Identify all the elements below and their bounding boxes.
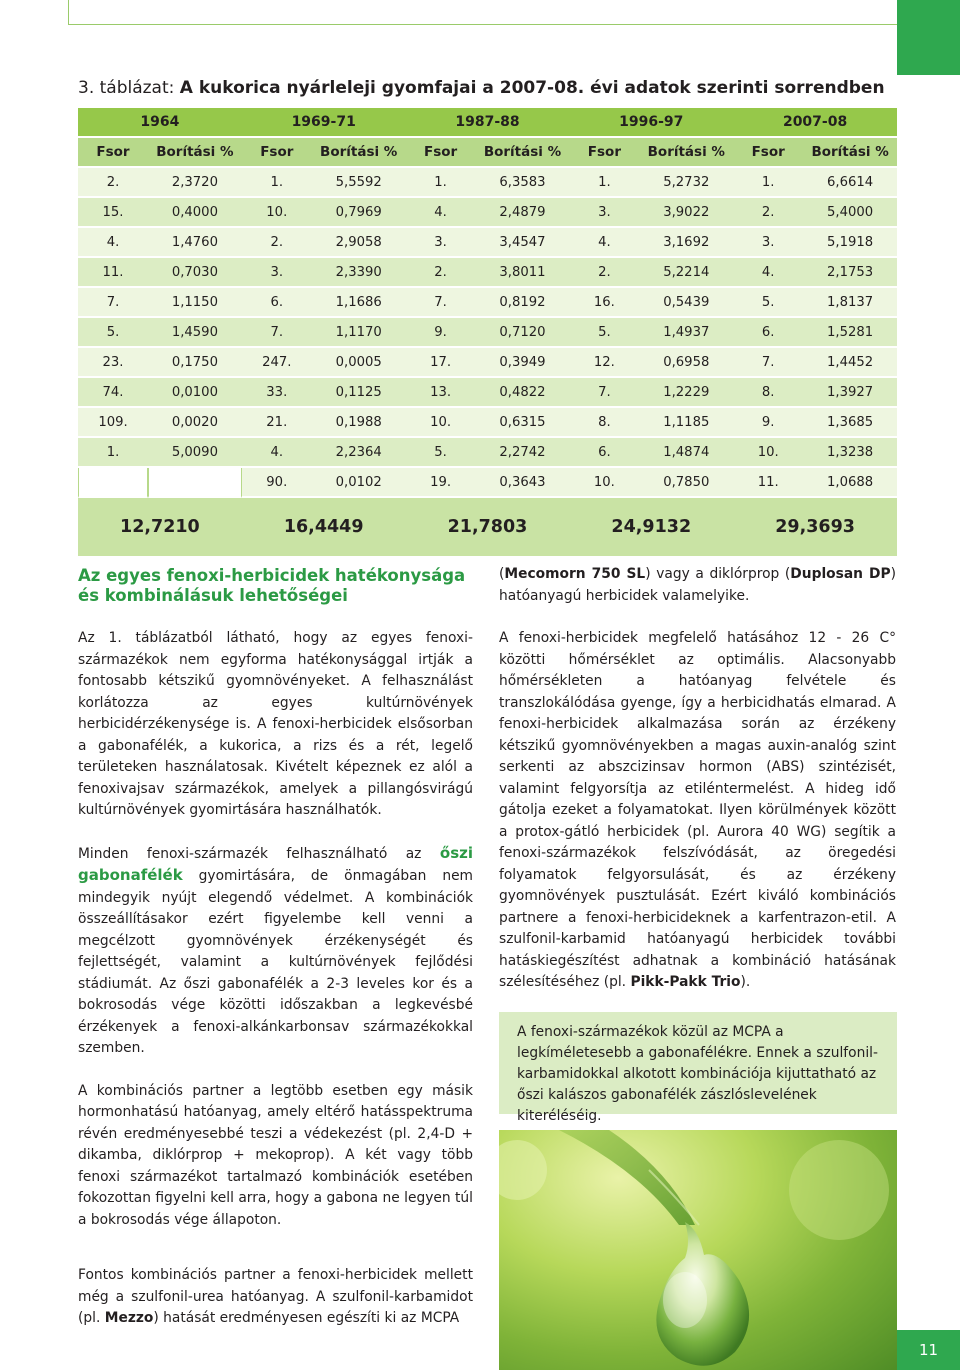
- rank-cell: 16.: [569, 288, 639, 318]
- rank-cell: 1.: [78, 438, 148, 468]
- col-header-boritas: Borítási %: [639, 138, 733, 168]
- coverage-cell: 0,7969: [312, 198, 406, 228]
- rank-cell: 8.: [569, 408, 639, 438]
- rank-cell: 11.: [733, 468, 803, 498]
- year-header: 1964: [78, 108, 242, 138]
- info-box-text: A fenoxi-származékok közül az MCPA a legkíméletesebb a gabonafélékre. Ennek a szulfonil-karbamidokkal alkotott kombinációja kijuttatható az őszi kalászos gabonafélék zászlóslevelének kiteréléséig.: [517, 1024, 878, 1124]
- total-cell: 29,3693: [733, 498, 897, 556]
- table-row: [78, 408, 897, 438]
- rank-cell: 7.: [406, 288, 476, 318]
- col-header-fsor: Fsor: [569, 138, 639, 168]
- rank-cell: 11.: [78, 258, 148, 288]
- col-header-boritas: Borítási %: [476, 138, 570, 168]
- rank-cell: 1.: [242, 168, 312, 198]
- rank-cell: 10.: [569, 468, 639, 498]
- table-row: [78, 318, 897, 348]
- col-header-fsor: Fsor: [242, 138, 312, 168]
- table-row: [78, 378, 897, 408]
- col-header-fsor: Fsor: [406, 138, 476, 168]
- right-column: [499, 564, 896, 628]
- rank-cell: 12.: [569, 348, 639, 378]
- coverage-cell: 1,1185: [639, 408, 733, 438]
- right-column-body: [499, 628, 896, 1015]
- coverage-cell: 1,5281: [803, 318, 897, 348]
- total-cell: 24,9132: [569, 498, 733, 556]
- water-drop-photo: [499, 1130, 897, 1370]
- table-row: [78, 348, 897, 378]
- product-name: Duplosan DP: [790, 566, 891, 582]
- coverage-cell: 5,5592: [312, 168, 406, 198]
- product-name: Mezzo: [104, 1310, 154, 1326]
- coverage-cell: 2,3720: [148, 168, 242, 198]
- paragraph: Minden fenoxi-származék felhasználható az őszi gabonafélék gyomirtására, de önmagában nem mindegyik nyújt elegendő védelmet. A kombinációk összeállításakor ezért figyelembe kell venni a megcélzott gyomnövények érzékenységét és fejlettségét, valamint a kultúrnövények fejlődési stádiumát. Az őszi gabonafélék a 2-3 leveles kor és a bokrosodás vége közötti időszakban a legkevésbé érzékenyek a fenoxi-alkánkarbonsav származékokkal szemben.: [78, 843, 473, 1056]
- rank-cell: 9.: [406, 318, 476, 348]
- left-column-continuation: [78, 1265, 473, 1351]
- total-cell: 16,4449: [242, 498, 406, 556]
- coverage-cell: 0,0005: [312, 348, 406, 378]
- coverage-cell: 2,9058: [312, 228, 406, 258]
- coverage-cell: 0,6958: [639, 348, 733, 378]
- rank-cell: 10.: [406, 408, 476, 438]
- product-name: Mecomorn 750 SL: [504, 566, 646, 582]
- left-column: [78, 628, 473, 1252]
- coverage-cell: 3,8011: [476, 258, 570, 288]
- table-row: [78, 198, 897, 228]
- rank-cell: 7.: [569, 378, 639, 408]
- column-header-row: [78, 138, 897, 168]
- total-cell: 21,7803: [406, 498, 570, 556]
- rank-cell: 5.: [406, 438, 476, 468]
- year-header: 1969-71: [242, 108, 406, 138]
- coverage-cell: 0,6315: [476, 408, 570, 438]
- table-row: [78, 288, 897, 318]
- col-header-boritas: Borítási %: [803, 138, 897, 168]
- col-header-fsor: Fsor: [78, 138, 148, 168]
- rank-cell: 6.: [733, 318, 803, 348]
- rank-cell: 6.: [569, 438, 639, 468]
- paragraph: Fontos kombinációs partner a fenoxi-herbicidek mellett még a szulfonil-urea hatóanyag. A szulfonil-karbamidot (pl. Mezzo) hatását eredményesen egészíti ki az MCPA: [78, 1267, 473, 1326]
- coverage-cell: 1,1686: [312, 288, 406, 318]
- coverage-cell: 2,4879: [476, 198, 570, 228]
- rank-cell: 10.: [242, 198, 312, 228]
- coverage-cell: 3,4547: [476, 228, 570, 258]
- rank-cell: 7.: [78, 288, 148, 318]
- coverage-cell: 1,4760: [148, 228, 242, 258]
- weed-table: [78, 108, 897, 556]
- rank-cell: 3.: [733, 228, 803, 258]
- highlight-term: őszi gabonafélék: [78, 843, 473, 884]
- coverage-cell: 0,4000: [148, 198, 242, 228]
- rank-cell: 5.: [569, 318, 639, 348]
- page-number: 11: [897, 1330, 960, 1370]
- coverage-cell: 2,2364: [312, 438, 406, 468]
- rank-cell: 109.: [78, 408, 148, 438]
- coverage-cell: 0,5439: [639, 288, 733, 318]
- coverage-cell: 0,3643: [476, 468, 570, 498]
- paragraph: (Mecomorn 750 SL) vagy a diklórprop (Duplosan DP) hatóanyagú herbicidek valamelyike.: [499, 566, 896, 604]
- coverage-cell: 1,1150: [148, 288, 242, 318]
- coverage-cell: 1,2229: [639, 378, 733, 408]
- year-header: 1996-97: [569, 108, 733, 138]
- coverage-cell: 6,3583: [476, 168, 570, 198]
- totals-row: [78, 498, 897, 556]
- corner-decoration: [897, 0, 960, 75]
- rank-cell: 4.: [733, 258, 803, 288]
- coverage-cell: 1,8137: [803, 288, 897, 318]
- rank-cell: 33.: [242, 378, 312, 408]
- rank-cell: 15.: [78, 198, 148, 228]
- table-row: [78, 258, 897, 288]
- frame-line: [68, 24, 897, 25]
- rank-cell: 4.: [78, 228, 148, 258]
- coverage-cell: 1,3685: [803, 408, 897, 438]
- col-header-boritas: Borítási %: [148, 138, 242, 168]
- rank-cell: 3.: [242, 258, 312, 288]
- table-row: [78, 228, 897, 258]
- table-title-prefix: 3. táblázat:: [78, 78, 180, 98]
- coverage-cell: 5,2732: [639, 168, 733, 198]
- rank-cell: 247.: [242, 348, 312, 378]
- table-title-text: A kukorica nyárleleji gyomfajai a 2007-08. évi adatok szerinti sorrendben: [179, 78, 885, 98]
- rank-cell: 1.: [569, 168, 639, 198]
- coverage-cell: 5,2214: [639, 258, 733, 288]
- table-row: [78, 438, 897, 468]
- coverage-cell: 5,4000: [803, 198, 897, 228]
- paragraph: Az 1. táblázatból látható, hogy az egyes fenoxi-származékok nem egyforma hatékonysággal irtják a fontosabb kétszikű gyomnövényeket. A felhasználást korlátozza az egyes kultúrnövények herbicidérzékenysége is. A fenoxi-herbicidek elsősorban a gabonafélék, a kukorica, a rizs és a rét, legelő területeken használatosak. Kivételt képeznek ez alól a fenoxivajsav származékok, amelyek a pillangósvirágú kultúrnövények gyomirtására használhatók.: [78, 630, 473, 818]
- coverage-cell: 0,4822: [476, 378, 570, 408]
- coverage-cell: 2,3390: [312, 258, 406, 288]
- coverage-cell: 0,1750: [148, 348, 242, 378]
- empty-cell: [148, 468, 242, 498]
- rank-cell: 8.: [733, 378, 803, 408]
- rank-cell: 2.: [569, 258, 639, 288]
- rank-cell: 90.: [242, 468, 312, 498]
- coverage-cell: 1,4874: [639, 438, 733, 468]
- rank-cell: 2.: [78, 168, 148, 198]
- coverage-cell: 1,4937: [639, 318, 733, 348]
- rank-cell: 10.: [733, 438, 803, 468]
- rank-cell: 7.: [733, 348, 803, 378]
- water-drop-illustration: [499, 1130, 897, 1370]
- rank-cell: 19.: [406, 468, 476, 498]
- coverage-cell: 0,7030: [148, 258, 242, 288]
- coverage-cell: 0,1125: [312, 378, 406, 408]
- rank-cell: 4.: [569, 228, 639, 258]
- rank-cell: 3.: [406, 228, 476, 258]
- rank-cell: 5.: [78, 318, 148, 348]
- product-name: Pikk-Pakk Trio: [630, 974, 741, 990]
- rank-cell: 2.: [733, 198, 803, 228]
- rank-cell: 21.: [242, 408, 312, 438]
- rank-cell: 4.: [406, 198, 476, 228]
- rank-cell: 17.: [406, 348, 476, 378]
- coverage-cell: 3,9022: [639, 198, 733, 228]
- coverage-cell: 1,3238: [803, 438, 897, 468]
- rank-cell: 2.: [242, 228, 312, 258]
- coverage-cell: 1,4590: [148, 318, 242, 348]
- year-header: 2007-08: [733, 108, 897, 138]
- rank-cell: 1.: [733, 168, 803, 198]
- rank-cell: 2.: [406, 258, 476, 288]
- coverage-cell: 0,1988: [312, 408, 406, 438]
- col-header-fsor: Fsor: [733, 138, 803, 168]
- table-row: [78, 168, 897, 198]
- paragraph: A kombinációs partner a legtöbb esetben egy másik hormonhatású hatóanyag, amely eltérő hatásspektruma révén eredményesebbé teszi a védekezést (pl. 2,4-D + dikamba, diklórprop + mekoprop). A két vagy több fenoxi származékot tartalmazó kombinációk esetében fokozottan figyelni kell arra, hogy a gabona ne legyen túl a bokrosodás vége állapoton.: [78, 1082, 473, 1228]
- section-heading: Az egyes fenoxi-herbicidek hatékonysága és kombinálásuk lehetőségei: [78, 566, 466, 605]
- rank-cell: 23.: [78, 348, 148, 378]
- coverage-cell: 3,1692: [639, 228, 733, 258]
- empty-cell: [78, 468, 148, 498]
- coverage-cell: 0,0020: [148, 408, 242, 438]
- coverage-cell: 0,0102: [312, 468, 406, 498]
- col-header-boritas: Borítási %: [312, 138, 406, 168]
- rank-cell: 9.: [733, 408, 803, 438]
- coverage-cell: 0,7850: [639, 468, 733, 498]
- coverage-cell: 0,7120: [476, 318, 570, 348]
- table-row: [78, 468, 897, 498]
- coverage-cell: 0,8192: [476, 288, 570, 318]
- rank-cell: 4.: [242, 438, 312, 468]
- frame-line: [68, 0, 69, 24]
- coverage-cell: 5,0090: [148, 438, 242, 468]
- coverage-cell: 1,4452: [803, 348, 897, 378]
- coverage-cell: 1,0688: [803, 468, 897, 498]
- paragraph: A fenoxi-herbicidek megfelelő hatásához 12 - 26 C° közötti hőmérséklet az optimális. Alacsonyabb hőmérsékleten a hatóanyag felvétele és transzlokálódása gyenge, így a herbicidhatás elmarad. A fenoxi-herbicidek alkalmazása során az érzékeny kétszikű gyomnövényekben a magas auxin-analóg szint serkenti az abszcizinsav hormon (ABS) szintézisét, valamint felgyorsítja az etiléntermelést. A hideg idő gátolja ezeket a folyamatokat. Ilyen körülmények között a protox-gátló herbicidek (pl. Aurora 40 WG) segítik a fenoxi-származékok felszívódását, az öregedési folyamatok felgyorsulását, és az érzékeny gyomnövények pusztulását. Ezért kiváló kombinációs partnere a fenoxi-herbicideknek a karfentrazon-etil. A szulfonil-karbamid hatóanyagú herbicidek további hatáskiegészítést adhatnak a kombináció hatásának szélesítéséhez (pl. Pikk-Pakk Trio).: [499, 630, 896, 990]
- rank-cell: 7.: [242, 318, 312, 348]
- coverage-cell: 0,3949: [476, 348, 570, 378]
- coverage-cell: 2,1753: [803, 258, 897, 288]
- coverage-cell: 2,2742: [476, 438, 570, 468]
- rank-cell: 3.: [569, 198, 639, 228]
- coverage-cell: 1,3927: [803, 378, 897, 408]
- rank-cell: 13.: [406, 378, 476, 408]
- rank-cell: 74.: [78, 378, 148, 408]
- info-box: [499, 1012, 897, 1124]
- year-header: 1987-88: [406, 108, 570, 138]
- coverage-cell: 5,1918: [803, 228, 897, 258]
- coverage-cell: 0,0100: [148, 378, 242, 408]
- rank-cell: 6.: [242, 288, 312, 318]
- coverage-cell: 6,6614: [803, 168, 897, 198]
- table-title: [78, 78, 885, 98]
- coverage-cell: 1,1170: [312, 318, 406, 348]
- rank-cell: 5.: [733, 288, 803, 318]
- total-cell: 12,7210: [78, 498, 242, 556]
- year-header-row: [78, 108, 897, 138]
- rank-cell: 1.: [406, 168, 476, 198]
